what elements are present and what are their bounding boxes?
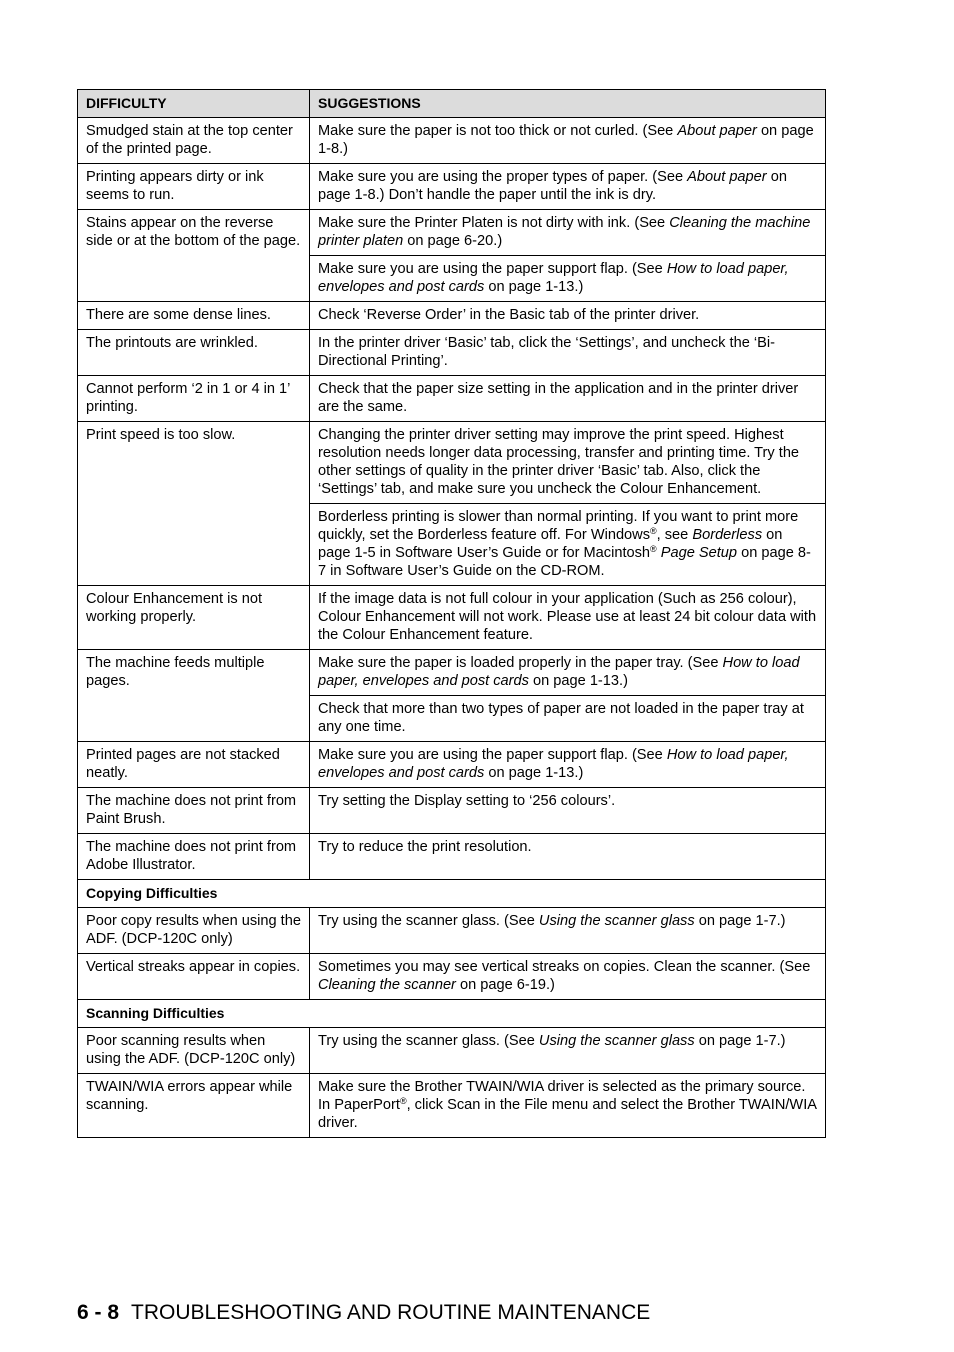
suggestion-cell — [310, 696, 826, 742]
difficulty-cell: TWAIN/WIA errors appear while scanning. — [78, 1074, 310, 1138]
section-row — [78, 880, 826, 908]
suggestion-cell — [310, 330, 826, 376]
suggestion-text: Make sure you are using the proper types of paper. (See — [318, 169, 688, 185]
difficulty-cell: Stains appear on the reverse side or at the bottom of the page. — [78, 210, 310, 302]
suggestion-text: on page 1-13.) — [484, 279, 584, 295]
table-row — [78, 302, 826, 330]
suggestion-cell — [310, 834, 826, 880]
difficulty-cell: The machine does not print from Paint Brush. — [78, 788, 310, 834]
suggestion-cell — [310, 1074, 826, 1138]
table-row — [78, 586, 826, 650]
table-row — [78, 376, 826, 422]
suggestion-text: , see — [656, 527, 693, 543]
table-row — [78, 210, 826, 256]
difficulty-cell: Printing appears dirty or ink seems to run. — [78, 164, 310, 210]
suggestion-text: on page 1-7.) — [694, 913, 786, 929]
suggestion-text: Sometimes you may see vertical streaks on copies. Clean the scanner. (See — [318, 959, 811, 975]
table-body — [78, 118, 826, 1138]
suggestion-text: Make sure the paper is not too thick or not curled. (See — [318, 123, 678, 139]
page-number: 6 - 8 — [77, 1301, 120, 1324]
cross-reference: Cleaning the machine printer platen — [318, 215, 811, 249]
table-row — [78, 650, 826, 696]
cross-reference: Borderless — [692, 527, 763, 543]
suggestion-text: on page 1-8.) Don’t handle the paper until the ink is dry. — [318, 169, 787, 203]
suggestion-text: on page 8-7 in Software User’s Guide on the CD-ROM. — [318, 545, 811, 579]
suggestion-cell — [310, 422, 826, 504]
table-row — [78, 908, 826, 954]
suggestion-text: If the image data is not full colour in your application (Such as 256 colour), Colour Enhancement will not work. Please use at least 24 bit colour data with the Colour Enhancement feature. — [318, 591, 817, 643]
suggestion-cell — [310, 302, 826, 330]
suggestion-cell — [310, 118, 826, 164]
suggestion-text: Try to reduce the print resolution. — [318, 839, 532, 855]
suggestion-text: on page 6-20.) — [403, 233, 503, 249]
suggestion-cell — [310, 376, 826, 422]
cross-reference: About paper — [677, 123, 757, 139]
registered-mark: ® — [650, 526, 657, 536]
section-row — [78, 1000, 826, 1028]
table-row — [78, 834, 826, 880]
suggestion-cell — [310, 954, 826, 1000]
table-row — [78, 954, 826, 1000]
section-title: Copying Difficulties — [78, 880, 826, 908]
cross-reference: Cleaning the scanner — [318, 977, 456, 993]
suggestion-cell — [310, 650, 826, 696]
suggestion-text: on page 1-13.) — [484, 765, 584, 781]
suggestion-text: Try setting the Display setting to ‘256 colours’. — [318, 793, 616, 809]
section-title: Scanning Difficulties — [78, 1000, 826, 1028]
suggestion-cell — [310, 256, 826, 302]
suggestion-text: In the printer driver ‘Basic’ tab, click the ‘Settings’, and uncheck the ‘Bi-Directional Printing’. — [318, 335, 775, 369]
suggestion-text: Check that the paper size setting in the application and in the printer driver are the same. — [318, 381, 799, 415]
difficulty-cell: Printed pages are not stacked neatly. — [78, 742, 310, 788]
difficulty-header: DIFFICULTY — [78, 90, 310, 118]
suggestion-cell — [310, 1028, 826, 1074]
suggestion-text: Changing the printer driver setting may improve the print speed. Highest resolution needs longer data processing, transfer and printing time. Try the other settings of quality in the printer driver ‘Basic’ tab. Also, click the ‘Settings’ tab, and make sure you uncheck the Colour Enhancement. — [318, 427, 800, 497]
difficulty-cell: Poor copy results when using the ADF. (DCP-120C only) — [78, 908, 310, 954]
cross-reference: Using the scanner glass — [538, 913, 695, 929]
suggestion-text: on page 1-7.) — [694, 1033, 786, 1049]
table-header — [78, 90, 826, 118]
troubleshooting-table — [77, 89, 826, 1138]
suggestion-cell — [310, 586, 826, 650]
suggestion-cell — [310, 504, 826, 586]
difficulty-cell: The printouts are wrinkled. — [78, 330, 310, 376]
cross-reference: Page Setup — [660, 545, 738, 561]
suggestion-text: on page 1-13.) — [528, 673, 628, 689]
suggestion-text: on page 1-5 in Software User’s Guide or for Macintosh — [318, 527, 783, 561]
suggestion-text: Try using the scanner glass. (See — [318, 913, 539, 929]
suggestion-cell — [310, 788, 826, 834]
suggestions-header: SUGGESTIONS — [310, 90, 826, 118]
registered-mark: ® — [650, 544, 657, 554]
suggestion-text: Borderless printing is slower than normal printing. If you want to print more quickly, set the Borderless feature off. For Windows — [318, 509, 799, 543]
suggestion-text: Make sure the Printer Platen is not dirty with ink. (See — [318, 215, 670, 231]
suggestion-text: Check that more than two types of paper are not loaded in the paper tray at any one time. — [318, 701, 804, 735]
table-row — [78, 330, 826, 376]
suggestion-cell — [310, 210, 826, 256]
suggestion-text: Check ‘Reverse Order’ in the Basic tab of the printer driver. — [318, 307, 700, 323]
table-row — [78, 1028, 826, 1074]
difficulty-cell: Poor scanning results when using the ADF. (DCP-120C only) — [78, 1028, 310, 1074]
difficulty-cell: Colour Enhancement is not working properly. — [78, 586, 310, 650]
suggestion-text: Make sure the paper is loaded properly in the paper tray. (See — [318, 655, 723, 671]
suggestion-text: Make sure you are using the paper support flap. (See — [318, 261, 667, 277]
cross-reference: About paper — [687, 169, 767, 185]
chapter-title: TROUBLESHOOTING AND ROUTINE MAINTENANCE — [131, 1301, 651, 1324]
header-row — [78, 90, 826, 118]
suggestion-cell — [310, 908, 826, 954]
difficulty-cell: There are some dense lines. — [78, 302, 310, 330]
table-row — [78, 422, 826, 504]
difficulty-cell: Cannot perform ‘2 in 1 or 4 in 1’ printing. — [78, 376, 310, 422]
suggestion-text: Make sure the Brother TWAIN/WIA driver is selected as the primary source. In PaperPort — [318, 1079, 806, 1113]
suggestion-text: Make sure you are using the paper support flap. (See — [318, 747, 667, 763]
table-row — [78, 164, 826, 210]
difficulty-cell: The machine does not print from Adobe Illustrator. — [78, 834, 310, 880]
suggestion-text: , click Scan in the File menu and select the Brother TWAIN/WIA driver. — [318, 1097, 817, 1131]
cross-reference: How to load paper, envelopes and post cards — [318, 747, 789, 781]
difficulty-cell: Print speed is too slow. — [78, 422, 310, 586]
difficulty-cell: Smudged stain at the top center of the printed page. — [78, 118, 310, 164]
suggestion-cell — [310, 164, 826, 210]
table-row — [78, 1074, 826, 1138]
table-row — [78, 118, 826, 164]
suggestion-text: on page 1-8.) — [318, 123, 814, 157]
cross-reference: How to load paper, envelopes and post cards — [318, 261, 789, 295]
suggestion-text: Try using the scanner glass. (See — [318, 1033, 539, 1049]
suggestion-cell — [310, 742, 826, 788]
table-row — [78, 788, 826, 834]
suggestion-text: on page 6-19.) — [455, 977, 555, 993]
table-row — [78, 742, 826, 788]
difficulty-cell: Vertical streaks appear in copies. — [78, 954, 310, 1000]
difficulty-cell: The machine feeds multiple pages. — [78, 650, 310, 742]
page-footer — [77, 1300, 650, 1326]
cross-reference: Using the scanner glass — [538, 1033, 695, 1049]
cross-reference: How to load paper, envelopes and post cards — [318, 655, 800, 689]
registered-mark: ® — [399, 1096, 407, 1106]
